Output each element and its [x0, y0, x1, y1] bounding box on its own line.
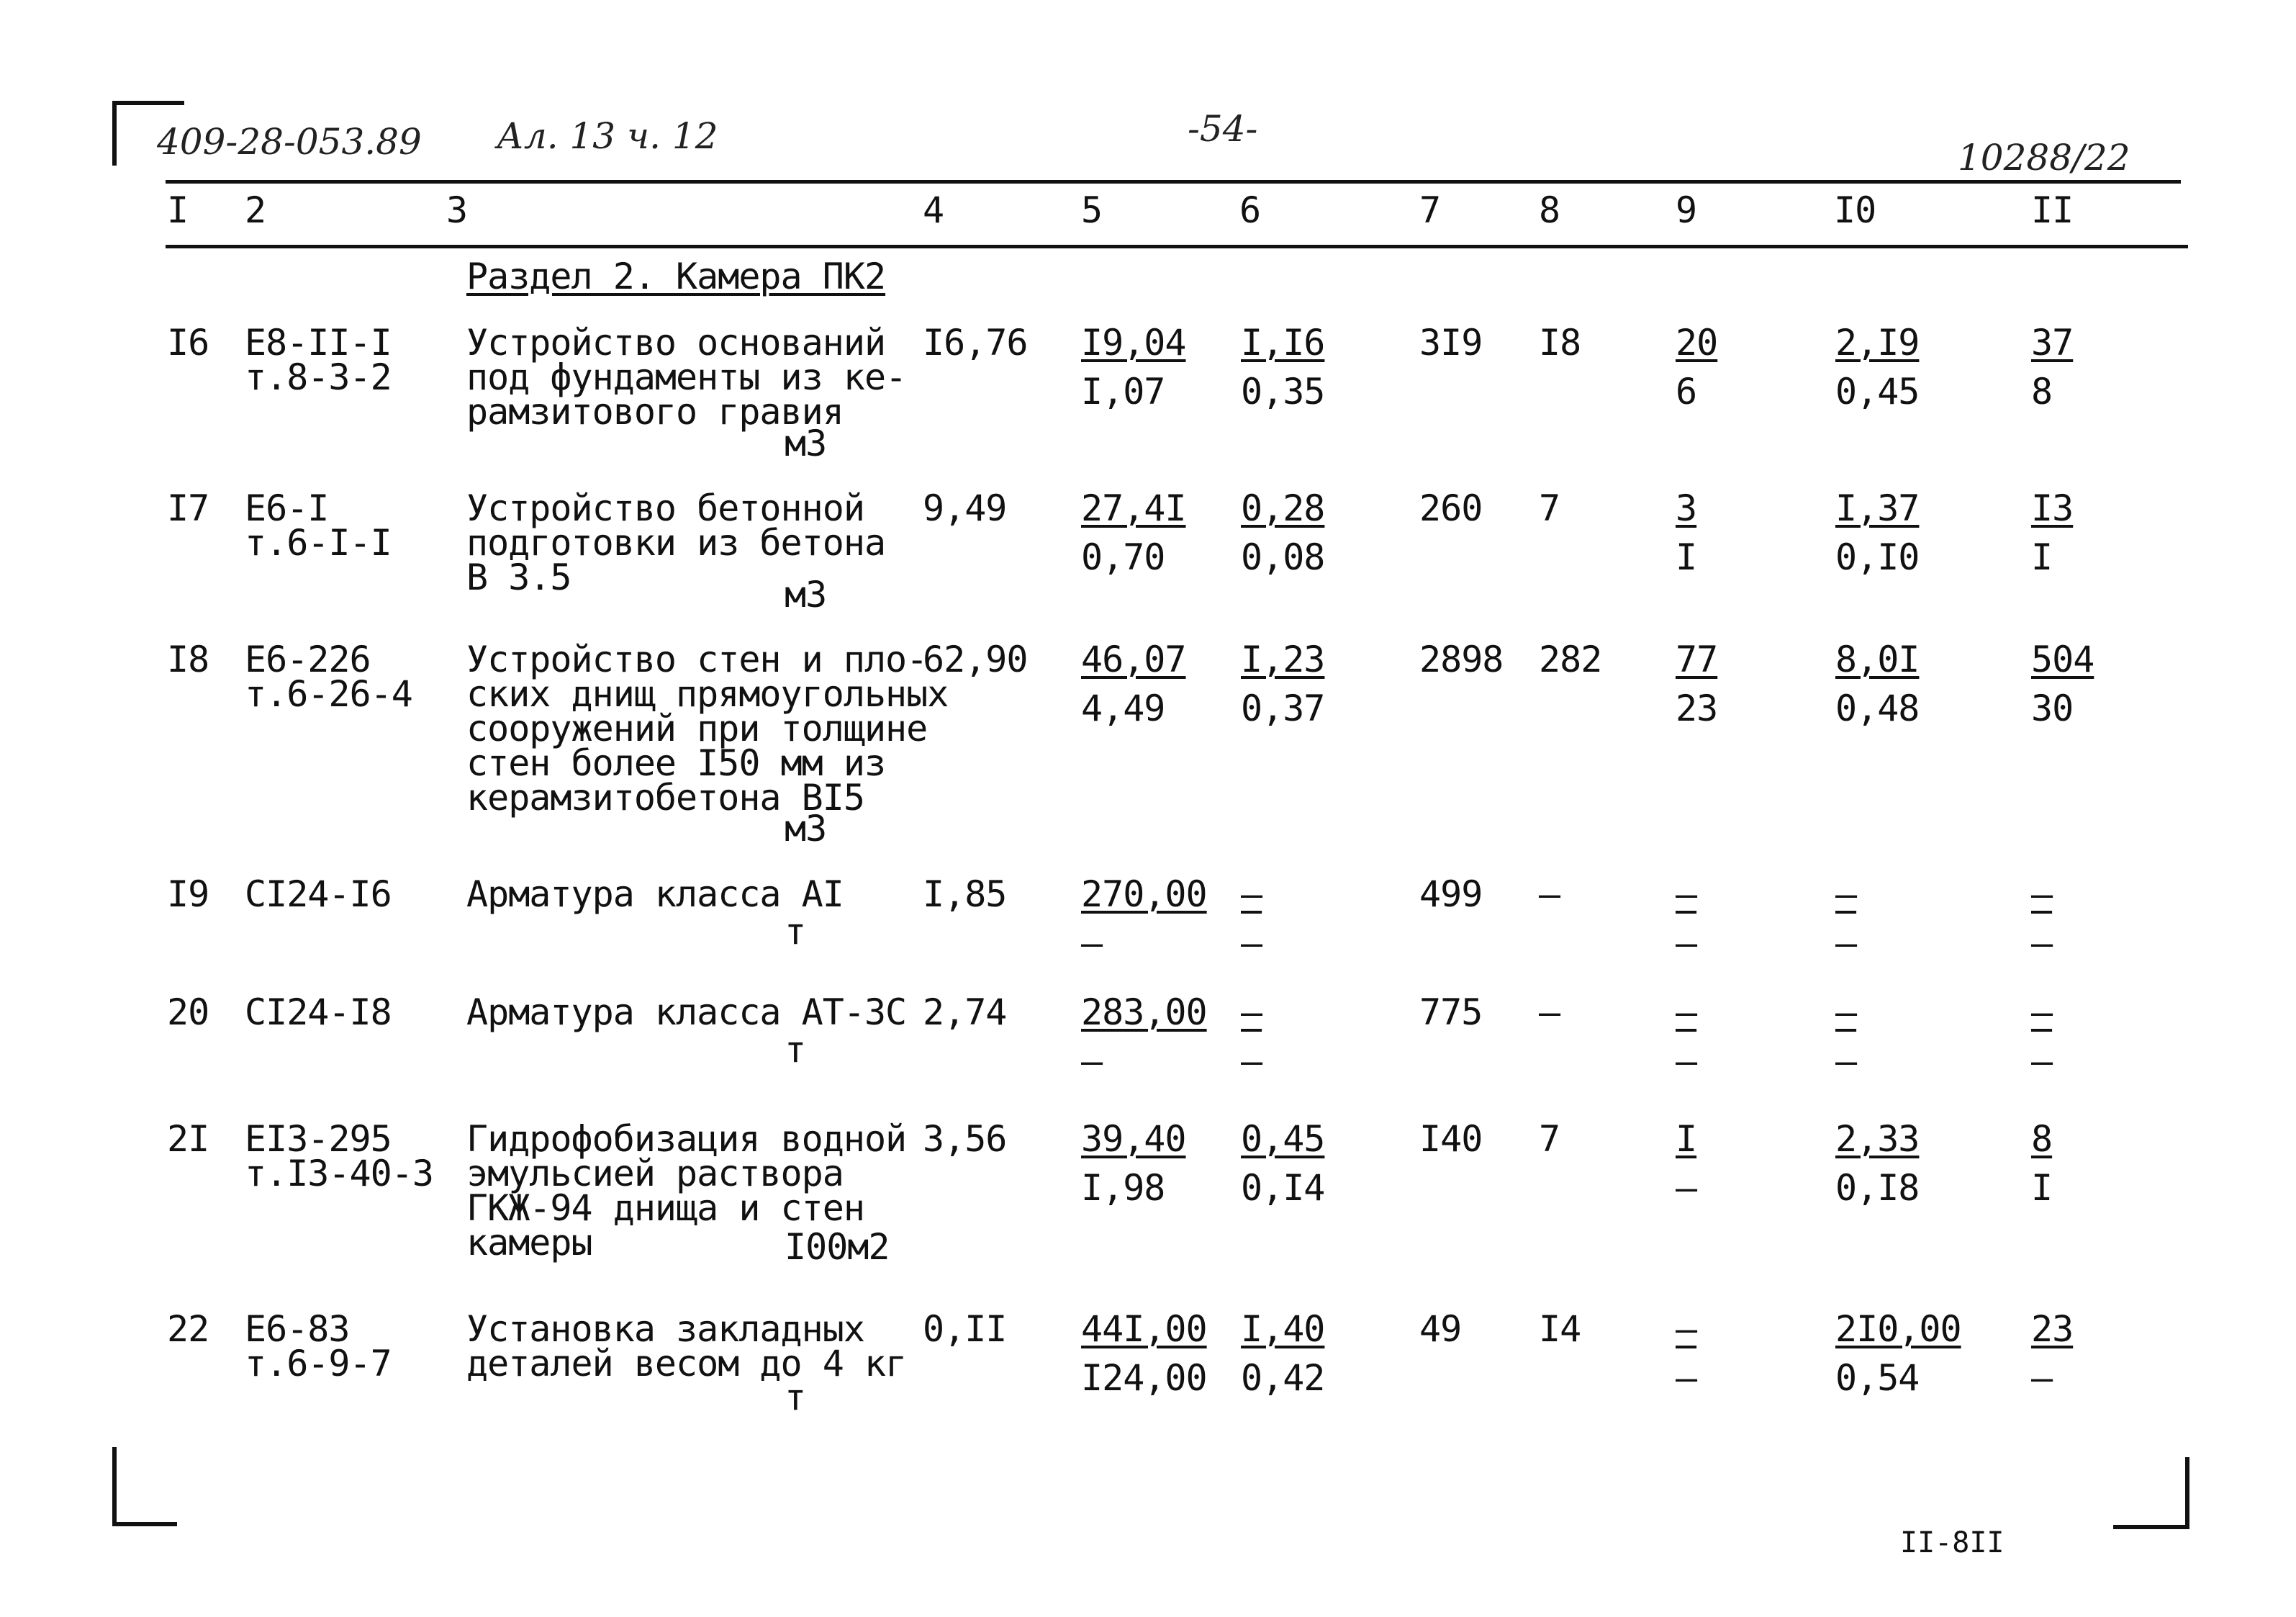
row-col11-top: –	[2031, 873, 2053, 915]
row-col7: 775	[1419, 991, 1483, 1033]
row-col10-top: –	[1835, 991, 1857, 1033]
row-col7: 260	[1419, 487, 1483, 529]
row-col11-bottom: –	[2031, 1040, 2053, 1082]
row-code: Е6-83 т.6-9-7	[245, 1308, 392, 1384]
row-unit: т	[785, 1029, 806, 1071]
row-code: СI24-I6	[245, 873, 392, 915]
row-col9-bottom: –	[1676, 1357, 1697, 1399]
row-col8: –	[1539, 991, 1560, 1033]
row-col11-top: 504	[2031, 639, 2094, 680]
reference-number: 10288/22	[1958, 137, 2130, 179]
row-col9-bottom: I	[1676, 536, 1697, 578]
header-rule-bottom	[166, 245, 2188, 248]
row-col7: 3I9	[1419, 322, 1483, 364]
row-col9-top: –	[1676, 1308, 1697, 1350]
row-quantity: 62,90	[923, 639, 1028, 680]
row-col11-bottom: –	[2031, 1357, 2053, 1399]
page-number: -54-	[1188, 108, 1258, 150]
row-col10-bottom: 0,45	[1835, 371, 1920, 413]
row-col10-bottom: 0,54	[1835, 1357, 1920, 1399]
column-number-4: 4	[923, 189, 944, 231]
row-col5-bottom: I,07	[1081, 371, 1165, 413]
row-code: Е6-226 т.6-26-4	[245, 639, 412, 715]
row-code: Е8-II-I т.8-3-2	[245, 322, 392, 398]
corner-mark-bottom-left-v	[112, 1447, 117, 1526]
row-col11-bottom: I	[2031, 536, 2053, 578]
row-col10-bottom: –	[1835, 1040, 1857, 1082]
row-col9-top: 77	[1676, 639, 1718, 680]
row-description: Устройство оснований под фундаменты из ке- рамзитового гравия	[466, 322, 907, 433]
row-col9-bottom: –	[1676, 1040, 1697, 1082]
row-col11-top: 37	[2031, 322, 2074, 364]
row-col10-top: I,37	[1835, 487, 1920, 529]
row-number: 2I	[167, 1118, 209, 1160]
row-description: Гидрофобизация водной эмульсией раствора ГКЖ-94 днища и стен камеры	[466, 1118, 907, 1264]
row-col11-bottom: –	[2031, 922, 2053, 964]
row-col6-bottom: 0,37	[1241, 688, 1325, 729]
column-number-2: 2	[245, 189, 266, 231]
row-col9-top: –	[1676, 873, 1697, 915]
corner-mark-bottom-left-h	[112, 1522, 177, 1526]
row-col9-bottom: 6	[1676, 371, 1697, 413]
column-number-11: II	[2031, 189, 2074, 231]
row-col5-bottom: I,98	[1081, 1167, 1165, 1209]
row-description: Арматура класса АТ-3С	[466, 991, 907, 1033]
row-col9-top: –	[1676, 991, 1697, 1033]
row-col5-bottom: –	[1081, 922, 1103, 964]
row-quantity: 9,49	[923, 487, 1007, 529]
row-col5-bottom: –	[1081, 1040, 1103, 1082]
row-col9-top: 20	[1676, 322, 1718, 364]
corner-mark-bottom-right-v	[2185, 1457, 2189, 1529]
row-col9-bottom: –	[1676, 922, 1697, 964]
corner-mark-top-left-h	[112, 101, 184, 105]
row-col6-top: 0,45	[1241, 1118, 1325, 1160]
row-col10-top: 2,I9	[1835, 322, 1920, 364]
row-col5-top: 283,00	[1081, 991, 1207, 1033]
row-description: Установка закладных деталей весом до 4 кг	[466, 1308, 907, 1384]
row-col6-top: –	[1241, 991, 1262, 1033]
row-col5-top: 46,07	[1081, 639, 1186, 680]
row-number: 20	[167, 991, 209, 1033]
row-col6-bottom: 0,08	[1241, 536, 1325, 578]
row-col9-bottom: 23	[1676, 688, 1718, 729]
row-number: I9	[167, 873, 209, 915]
row-col11-bottom: 8	[2031, 371, 2053, 413]
row-col6-bottom: 0,42	[1241, 1357, 1325, 1399]
row-description: Устройство бетонной подготовки из бетона В 3.5	[466, 487, 886, 598]
row-quantity: I,85	[923, 873, 1007, 915]
row-col8: I8	[1539, 322, 1581, 364]
row-col5-bottom: 0,70	[1081, 536, 1165, 578]
row-col11-top: –	[2031, 991, 2053, 1033]
column-number-10: I0	[1834, 189, 1876, 231]
column-number-6: 6	[1239, 189, 1261, 231]
row-col6-bottom: 0,35	[1241, 371, 1325, 413]
column-number-7: 7	[1419, 189, 1441, 231]
row-unit: м3	[785, 423, 827, 464]
row-col8: 7	[1539, 487, 1560, 529]
row-col6-top: I,23	[1241, 639, 1325, 680]
row-col6-bottom: –	[1241, 1040, 1262, 1082]
row-col9-bottom: –	[1676, 1167, 1697, 1209]
row-col9-top: 3	[1676, 487, 1697, 529]
row-quantity: 3,56	[923, 1118, 1007, 1160]
column-number-5: 5	[1081, 189, 1103, 231]
album-ref: Ал. 13 ч. 12	[497, 115, 718, 157]
row-number: I7	[167, 487, 209, 529]
row-col11-bottom: 30	[2031, 688, 2074, 729]
row-col6-top: I,I6	[1241, 322, 1325, 364]
row-unit: т	[785, 1377, 806, 1418]
row-col5-top: 39,40	[1081, 1118, 1186, 1160]
row-col10-bottom: 0,I0	[1835, 536, 1920, 578]
footer-mark: II-8II	[1900, 1526, 2005, 1559]
row-col7: 499	[1419, 873, 1483, 915]
row-col10-bottom: 0,48	[1835, 688, 1920, 729]
row-code: СI24-I8	[245, 991, 392, 1033]
row-col10-top: 2,33	[1835, 1118, 1920, 1160]
column-number-1: I	[167, 189, 189, 231]
row-col7: I40	[1419, 1118, 1483, 1160]
row-quantity: 2,74	[923, 991, 1007, 1033]
row-col5-top: 270,00	[1081, 873, 1207, 915]
row-col8: 282	[1539, 639, 1602, 680]
column-number-9: 9	[1676, 189, 1697, 231]
row-col11-bottom: I	[2031, 1167, 2053, 1209]
row-col8: I4	[1539, 1308, 1581, 1350]
row-col11-top: 23	[2031, 1308, 2074, 1350]
column-number-3: 3	[446, 189, 468, 231]
row-col10-top: –	[1835, 873, 1857, 915]
row-quantity: I6,76	[923, 322, 1028, 364]
corner-mark-bottom-right-h	[2113, 1525, 2189, 1529]
row-col8: –	[1539, 873, 1560, 915]
row-col5-bottom: I24,00	[1081, 1357, 1207, 1399]
row-col10-top: 8,0I	[1835, 639, 1920, 680]
row-description: Арматура класса АI	[466, 873, 844, 915]
row-col7: 49	[1419, 1308, 1462, 1350]
row-col5-top: I9,04	[1081, 322, 1186, 364]
row-col5-top: 27,4I	[1081, 487, 1186, 529]
row-col6-top: I,40	[1241, 1308, 1325, 1350]
row-col8: 7	[1539, 1118, 1560, 1160]
row-number: I8	[167, 639, 209, 680]
row-col10-top: 2I0,00	[1835, 1308, 1961, 1350]
row-unit: I00м2	[785, 1226, 890, 1268]
row-col5-top: 44I,00	[1081, 1308, 1207, 1350]
column-number-8: 8	[1539, 189, 1560, 231]
row-code: Е6-I т.6-I-I	[245, 487, 392, 564]
row-unit: м3	[785, 574, 827, 616]
section-title: Раздел 2. Камера ПК2	[466, 256, 886, 297]
row-number: 22	[167, 1308, 209, 1350]
row-col9-top: I	[1676, 1118, 1697, 1160]
header-rule-top	[166, 180, 2181, 184]
row-col5-bottom: 4,49	[1081, 688, 1165, 729]
row-unit: м3	[785, 808, 827, 850]
row-unit: т	[785, 911, 806, 952]
row-col11-top: I3	[2031, 487, 2074, 529]
row-code: ЕI3-295 т.I3-40-3	[245, 1118, 433, 1194]
row-quantity: 0,II	[923, 1308, 1007, 1350]
corner-mark-top-left-v	[112, 101, 117, 166]
row-col7: 2898	[1419, 639, 1504, 680]
row-col10-bottom: 0,I8	[1835, 1167, 1920, 1209]
row-description: Устройство стен и пло- ских днищ прямоугольных сооружений при толщине стен более I50 мм из керамзитобетона ВI5	[466, 639, 949, 819]
row-number: I6	[167, 322, 209, 364]
row-col6-bottom: –	[1241, 922, 1262, 964]
row-col10-bottom: –	[1835, 922, 1857, 964]
row-col6-bottom: 0,I4	[1241, 1167, 1325, 1209]
row-col6-top: 0,28	[1241, 487, 1325, 529]
row-col6-top: –	[1241, 873, 1262, 915]
doc-code: 409-28-053.89	[157, 121, 422, 163]
row-col11-top: 8	[2031, 1118, 2053, 1160]
